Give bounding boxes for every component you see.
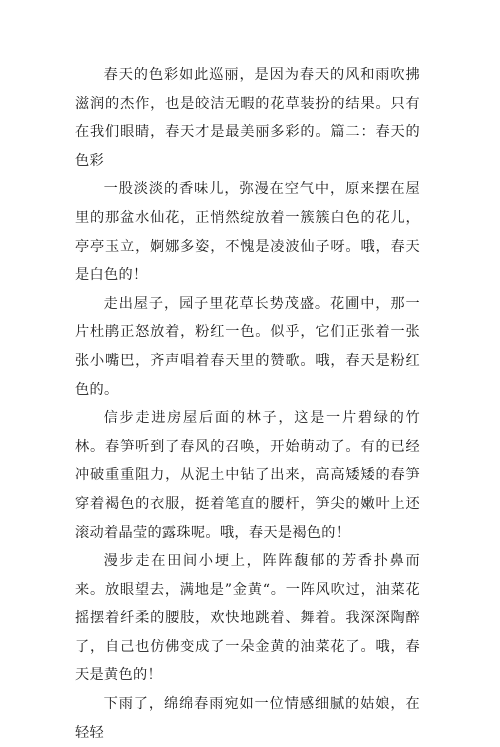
paragraph-4: 信步走进房屋后面的林子，这是一片碧绿的竹林。春笋听到了春风的召唤，开始萌动了。有的已经冲破重重阻力，从泥土中钻了出来，高高矮矮的春笋穿着褐色的衣服，挺着笔直的腰杆，笋尖的嫩叶上还滚动着晶莹的露珠呢。哦，春天是褐色的！ (75, 410, 420, 541)
article-body (75, 61, 420, 747)
paragraph-1: 春天的色彩如此巡丽，是因为春天的风和雨吹拂滋润的杰作，也是皎洁无暇的花草装扮的结果。只有在我们眼睛，春天才是最美丽多彩的。篇二：春天的色彩 (75, 67, 420, 169)
paragraph-3: 走出屋子，园子里花草长势茂盛。花圃中，那一片杜鹃正怒放着，粉红一色。似乎，它们正张着一张张小嘴巴，齐声唱着春天里的赞歌。哦，春天是粉红色的。 (75, 295, 420, 398)
paragraph-2: 一股淡淡的香味儿，弥漫在空气中，原来摆在屋里的那盆水仙花，正悄然绽放着一簇簇白色的花儿，亭亭玉立，婀娜多姿，不愧是凌波仙子呀。哦，春天是白色的！ (75, 181, 420, 284)
paragraph-6: 下雨了，绵绵春雨宛如一位情感细腻的姑娘，在轻轻 (75, 696, 420, 741)
paragraph-5: 漫步走在田间小埂上，阵阵馥郁的芳香扑鼻而来。放眼望去，满地是”金黄“。一阵风吹过，油菜花摇摆着纤柔的腰肢，欢快地跳着、舞着。我深深陶醉了，自己也仿佛变成了一朵金黄的油菜花了。哦，春天是黄色的！ (75, 553, 420, 684)
